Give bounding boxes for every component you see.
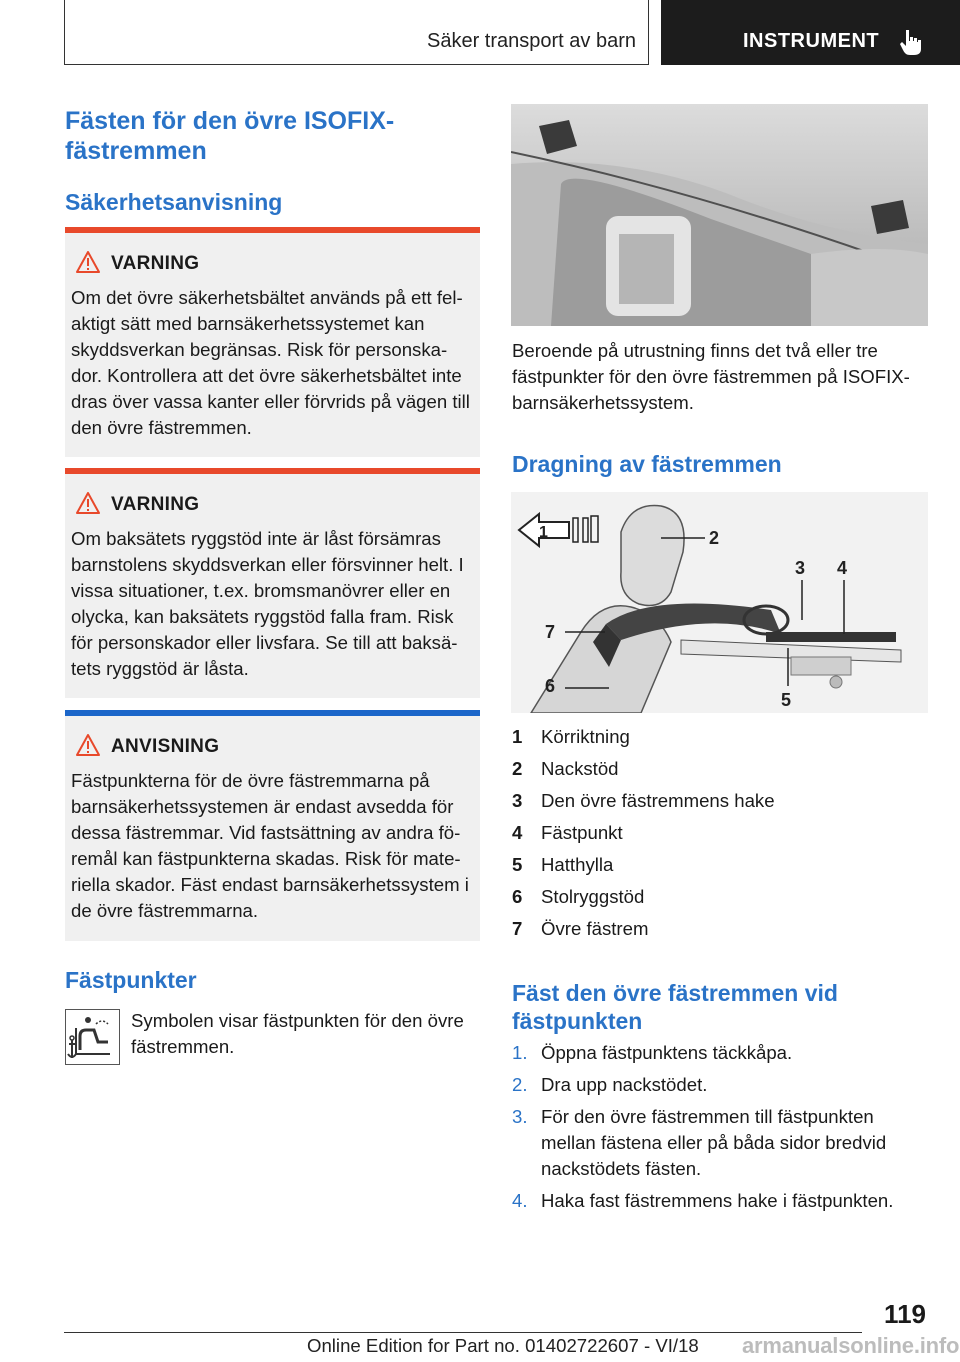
tether-routing-diagram <box>511 492 928 713</box>
legend-item <box>512 852 932 884</box>
step-item <box>512 1040 932 1066</box>
step-number: 1. <box>512 1042 528 1063</box>
diagram-legend <box>512 724 932 948</box>
notice-triangle-icon <box>75 733 101 757</box>
routing-heading: Dragning av fästremmen <box>512 451 782 477</box>
legend-number: 7 <box>512 918 523 939</box>
step-number: 4. <box>512 1190 528 1211</box>
footer-watermark[interactable]: armanualsonline.info <box>742 1333 960 1358</box>
legend-number: 4 <box>512 822 523 843</box>
legend-label: Den övre fästremmens hake <box>541 790 775 811</box>
legend-item <box>512 756 932 788</box>
svg-text:1: 1 <box>539 524 548 541</box>
legend-number: 3 <box>512 790 523 811</box>
footer-edition: Online Edition for Part no. 01402722607 - VI/18 <box>307 1335 699 1356</box>
step-item <box>512 1104 932 1182</box>
svg-text:5: 5 <box>781 690 792 710</box>
notice-text: Fästpunkterna för de övre fästremmarna på barnsäkerhetssystemen är endast avsedda för dessa fästremmar. Vid fastsättning av andra fö-remål kan fästpunkterna skadas. Risk för mate-riella skador. Fäst endast barnsäkerhetssystem i de övre fästremmarna. <box>71 770 469 921</box>
step-text: Öppna fästpunktens täckkåpa. <box>541 1042 793 1063</box>
step-text: Haka fast fästremmens hake i fästpunkten. <box>541 1190 894 1211</box>
legend-label: Nackstöd <box>541 758 619 779</box>
header-chapter-label: INSTRUMENT <box>743 30 880 52</box>
step-number: 2. <box>512 1074 528 1095</box>
legend-item <box>512 820 932 852</box>
legend-label: Fästpunkt <box>541 822 623 843</box>
anchor-symbol-text: Symbolen visar fästpunkten för den övre fästremmen. <box>131 1010 464 1057</box>
safety-heading: Säkerhetsanvisning <box>65 189 283 215</box>
pointing-hand-icon <box>897 27 925 57</box>
svg-text:3: 3 <box>795 558 806 578</box>
svg-text:2: 2 <box>709 528 720 548</box>
anchor-heading: Fästpunkter <box>65 967 197 993</box>
step-text: För den övre fästremmen till fästpunkten mellan fästena eller på båda sidor bredvid nackstödets fästen. <box>541 1106 887 1179</box>
header-chapter-tab[interactable] <box>661 0 960 65</box>
notice-box <box>65 710 480 941</box>
page-title: Fästen för den övre ISOFIX-fästremmen <box>65 107 395 165</box>
header-section-title: Säker transport av barn <box>427 30 636 52</box>
child-seat-anchor-icon <box>65 1009 120 1065</box>
legend-item <box>512 884 932 916</box>
legend-item <box>512 724 932 756</box>
legend-item <box>512 916 932 948</box>
svg-text:4: 4 <box>837 558 848 578</box>
page-number: 119 <box>884 1299 926 1329</box>
step-item <box>512 1188 932 1214</box>
legend-label: Hatthylla <box>541 854 614 875</box>
legend-label: Stolryggstöd <box>541 886 645 907</box>
warning-box-1 <box>65 227 480 457</box>
legend-label: Övre fästrem <box>541 918 649 939</box>
warning-text: Om det övre säkerhetsbältet används på ett fel-aktigt sätt med barnsäkerhetssystemet kan skyddsverkan begränsas. Risk för personska-dor. Kontrollera att det övre säkerhetsbältet inte dras över vassa kanter eller förvrids på vägen till den övre fästremmen. <box>71 287 470 438</box>
legend-number: 2 <box>512 758 523 779</box>
legend-item <box>512 788 932 820</box>
attach-heading: Fäst den övre fästremmen vid fästpunkten <box>512 980 838 1034</box>
warning-box-2 <box>65 468 480 698</box>
attach-steps-list <box>512 1040 932 1220</box>
step-number: 3. <box>512 1106 528 1127</box>
warning-triangle-icon <box>75 250 101 274</box>
step-item <box>512 1072 932 1098</box>
warning-triangle-icon <box>75 491 101 515</box>
svg-text:6: 6 <box>545 676 556 696</box>
anchor-points-description: Beroende på utrustning finns det två eller tre fästpunkter för den övre fästremmen på ISOFIX-barnsäkerhetssystem. <box>512 340 910 413</box>
legend-number: 1 <box>512 726 523 747</box>
header-section-box <box>64 0 649 65</box>
step-text: Dra upp nackstödet. <box>541 1074 708 1095</box>
legend-number: 5 <box>512 854 523 875</box>
svg-text:7: 7 <box>545 622 556 642</box>
legend-number: 6 <box>512 886 523 907</box>
warning-text: Om baksätets ryggstöd inte är låst försämras barnstolens skyddsverkan eller försvinner helt. I vissa situationer, t.ex. bromsmanövrer eller en olycka, kan baksätets ryggstöd falla fram. Risk för personskador eller livsfara. Se till att baksä-tets ryggstöd är låsta. <box>71 528 464 679</box>
warning-title: VARNING <box>111 494 200 515</box>
anchor-points-photo <box>511 104 928 326</box>
warning-title: VARNING <box>111 253 200 274</box>
legend-label: Körriktning <box>541 726 630 747</box>
notice-title: ANVISNING <box>111 736 220 757</box>
